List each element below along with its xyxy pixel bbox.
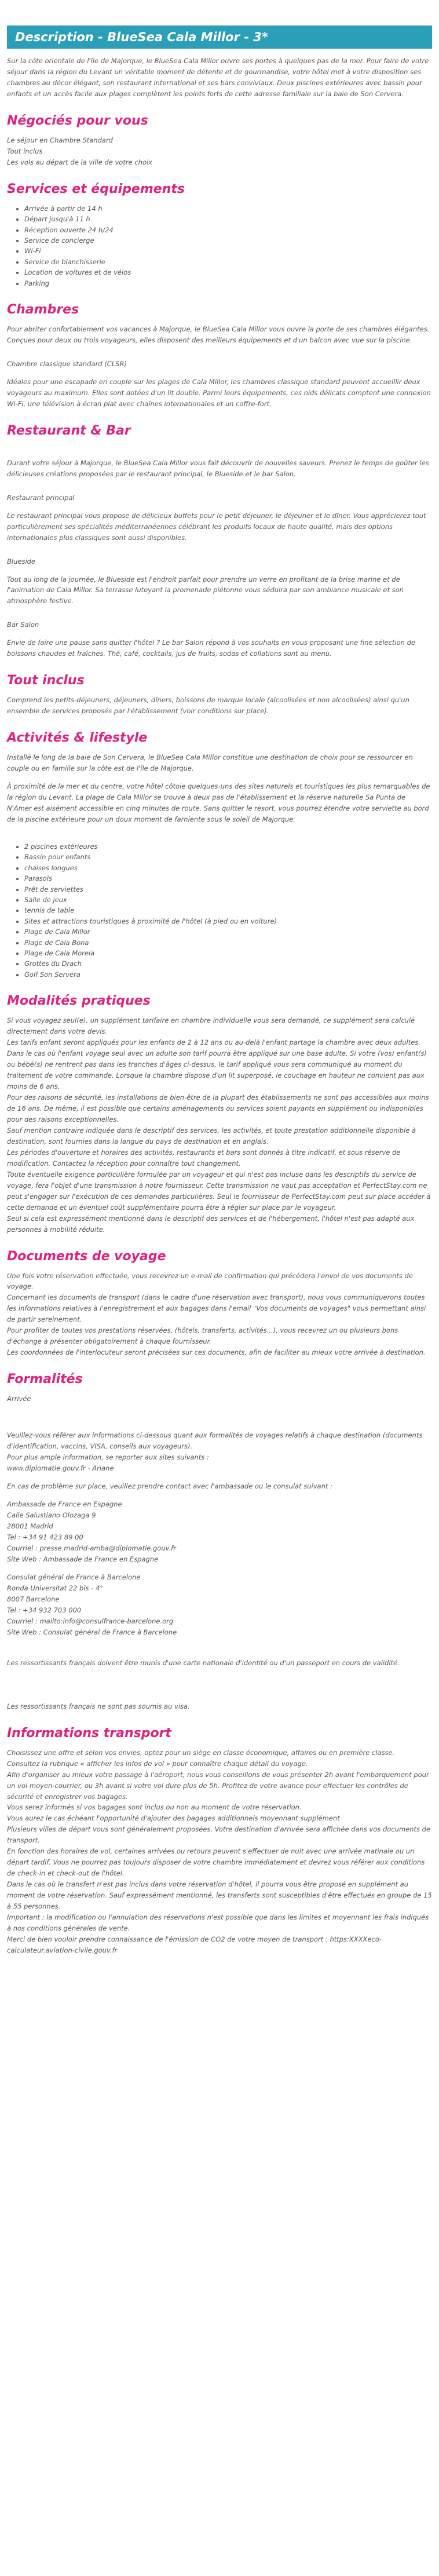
tout-inclus-paragraph: Comprend les petits-déjeuners, déjeuners, dîners, boissons de marque locale (alcoolisées et non alcoolisées) ainsi qu'un ensemble de services proposés par l'établissement (voir conditions sur place). xyxy=(7,696,409,716)
documents-paragraph: Une fois votre réservation effectuée, vous recevrez un e-mail de confirmation qui précédera l'envoi de vos documents de voyage. xyxy=(7,1271,413,1291)
consulate-website-link[interactable]: Site Web : Consulat général de France à Barcelone xyxy=(7,1628,177,1636)
chambres-paragraph: Idéales pour une escapade en couple sur les plages de Cala Millor, les chambres classique standard peuvent accueillir deux voyageurs au maximum. Elles sont dotées d'un lit double. Parmi leurs équipements, ces nids délicats comptent une connexion Wi-Fi, une télévision à écran plat avec chaînes internationales et un coffre-fort. xyxy=(7,377,431,408)
section-title-transport: Informations transport xyxy=(7,1725,171,1741)
embassy-website-link[interactable]: Site Web : Ambassade de France en Espagne xyxy=(7,1555,159,1563)
formalites-link[interactable]: www.diplomatie.gouv.fr - Ariane xyxy=(7,1464,114,1473)
transport-paragraph: Vous serez informés si vos bagages sont inclus ou non au moment de votre réservation. xyxy=(7,1803,302,1812)
embassy-line: Ambassade de France en Espagne xyxy=(7,1500,122,1509)
documents-paragraph: Concernant les documents de transport (dans le cadre d'une réservation avec transport), nous vous communiquerons toutes les informations relatives à l'enregistrement et aux bagages dans l'email "Vos documents de voyages" vous permettant ainsi de partir sereinement. xyxy=(7,1293,426,1324)
list-item: • chaises longues xyxy=(24,863,432,873)
formalites-paragraph: Les ressortissants français doivent être munis d'une carte nationale d'identité ou d'un passeport en cours de validité. xyxy=(7,1658,400,1667)
formalites-subtitle: Arrivée xyxy=(7,1395,31,1403)
list-item: • Grottes du Drach xyxy=(24,958,432,969)
embassy-email-link[interactable]: Courriel : presse.madrid-amba@diplomatie.gouv.fr xyxy=(7,1544,176,1552)
restaurant-paragraph: Tout au long de la journée, le Blueside est l'endroit parfait pour prendre un verre en profitant de la brise marine et de l'animation de Cala Millor. Sa terrasse lutoyant la promenade piétonne vous séduira par son ambiance musicale et son atmosphère festive. xyxy=(7,575,404,605)
page xyxy=(0,25,439,1956)
list-item: • Réception ouverte 24 h/24 xyxy=(24,225,432,235)
list-item: • 2 piscines extérieures xyxy=(24,841,432,852)
title-banner xyxy=(7,25,432,49)
services-list xyxy=(7,203,432,289)
list-item: • Service de blanchisserie xyxy=(24,257,432,267)
list-item: • Plage de Cala Millor xyxy=(24,926,432,937)
list-item: • Plage de Cala Moreia xyxy=(24,948,432,958)
modalites-paragraph: Sauf mention contraire indiquée dans le descriptif des services, les activités, et toute prestation additionnelle disponible à destination, sont fournies dans la langue du pays de destination et en anglais. xyxy=(7,1126,416,1145)
list-item: • Parasols xyxy=(24,873,432,884)
formalites-paragraph: Pour plus ample information, se reporter aux sites suivants : xyxy=(7,1453,209,1462)
documents-paragraph: Pour profiter de toutes vos prestations réservées, (hôtels, transferts, activités...), vous recevrez un ou plusieurs bons d'échange à présenter obligatoirement à chaque fournisseur. xyxy=(7,1326,398,1346)
list-item: • Bassin pour enfants xyxy=(24,852,432,862)
formalites-paragraph: Les ressortissants français ne sont pas soumis au visa. xyxy=(7,1702,190,1710)
section-title-tout-inclus: Tout inclus xyxy=(7,673,85,688)
section-title-chambres: Chambres xyxy=(7,302,79,317)
chambres-paragraph: Pour abriter confortablement vos vacances à Majorque, le BlueSea Cala Millor vous ouvre la porte de ses chambres élégantes. Conçues pour deux ou trois voyageurs, elles disposent des meilleurs équipements et d'un balcon avec vue sur la piscine. xyxy=(7,324,430,344)
list-item: • Parking xyxy=(24,278,432,289)
activites-paragraph: Installé le long de la baie de Son Cervera, le BlueSea Cala Millor constitue une destination de choix pour se ressourcer en couple ou en famille sur la côte est de l'île de Majorque. xyxy=(7,753,413,773)
transport-paragraph: Important : la modification ou l'annulation des réservations n'est possible que dans les limites et moyennant les frais indiqués à nos conditions générales de vente. xyxy=(7,1913,429,1933)
consulate-line: Tel : +34 932 703 000 xyxy=(7,1606,82,1614)
consulate-email-link[interactable]: Courriel : mailto:info@consulfrance-barcelone.org xyxy=(7,1617,174,1625)
transport-paragraph: Plusieurs villes de départ vous sont généralement proposées. Votre destination d'arrivée sera affichée dans vos documents de transport. xyxy=(7,1825,431,1845)
transport-paragraph: Afin d'organiser au mieux votre passage à l'aéroport, nous vous conseillons de vous présenter 2h avant l'embarquement pour un vol moyen-courrier, ou 3h avant si votre vol dure plus de 5h. Profitez de votre avance pour effectuer les contrôles de sécurité et enregistrer vos bagages. xyxy=(7,1770,429,1801)
intro-paragraph: Sur la côte orientale de l'île de Majorque, le BlueSea Cala Millor ouvre ses portes à quelques pas de la mer. Pour faire de votre séjour dans la région du Levant un véritable moment de détente et de gourmandise, votre hôtel met à votre disposition ses chambres au décor élégant, son restaurant international et ses bars conviviaux. Deux piscines extérieures avec bassin pour enfants et un accès facile aux plages complètent les points forts de cette adresse familiale sur la baie de Son Cervera. xyxy=(7,57,429,98)
restaurant-paragraph: Envie de faire une pause sans quitter l'hôtel ? Le bar Salon répond à vos souhaits en vous proposant une fine sélection de boissons chaudes et fraîches. Thé, café, cocktails, jus de fruits, sodas et collations sont au menu. xyxy=(7,638,415,658)
transport-paragraph: Dans le cas où le transfert n'est pas inclus dans votre réservation d'hôtel, il pourra vous être proposé en supplément au moment de votre réservation. Sauf expressément mentionné, les transferts sont susceptibles d'être effectués en groupe de 15 à 55 personnes. xyxy=(7,1880,432,1911)
transport-paragraph: Vous aurez le cas échéant l'opportunité d'ajouter des bagages additionnels moyennant supplément xyxy=(7,1814,340,1823)
modalites-paragraph: Les tarifs enfant seront appliqués pour les enfants de 2 à 12 ans ou au-delà l'enfant partage la chambre avec deux adultes. Dans le cas où l'enfant voyage seul avec un adulte son tarif pourra être appliqué sur une base adulte. Si votre (vos) enfant(s) ou bébé(s) ne rentrent pas dans les tranches d'âges ci-dessus, le tarif appliqué vous sera communiqué au moment du traitement de votre commande. Lorsque la chambre dispose d'un lit superposé, le couchage en hauteur ne convient pas aux moins de 6 ans. xyxy=(7,1038,427,1090)
consulate-line: Consulat général de France à Barcelone xyxy=(7,1572,141,1581)
consulate-line: Ronda Universitat 22 bis - 4° xyxy=(7,1583,104,1592)
section-title-restaurant: Restaurant & Bar xyxy=(7,423,131,438)
list-item: • Plage de Cala Bona xyxy=(24,937,432,948)
activites-paragraph: À proximité de la mer et du centre, votre hôtel côtoie quelques-uns des sites naturels et touristiques les plus remarquables de la région du Levant. La plage de Cala Millor se trouve à deux pas de l'établissement et la réserve naturelle Sa Punta de N'Amer est aisément accessible en cinq minutes de route. Sans quitter le resort, vous pourrez étendre votre serviette au bord de la piscine extérieure pour un doux moment de farniente sous le soleil de Majorque. xyxy=(7,782,430,824)
restaurant-paragraph: Le restaurant principal vous propose de délicieux buffets pour le petit déjeuner, le déjeuner et le dîner. Vous apprécierez tout particulièrement ses spécialités méditerranéennes célébrant les produits locaux de haute qualité, mais des options internationales plus classiques sont aussi disponibles. xyxy=(7,511,426,542)
transport-paragraph: En fonction des horaires de vol, certaines arrivées ou retours peuvent s'effectuer de nuit avec une arrivée matinale ou un départ tardif. Vous ne pourrez pas toujours disposer de votre chambre immédiatement et devrez vous référer aux conditions de check-in et check-out de l'hôtel. xyxy=(7,1847,425,1878)
transport-paragraph: Consultez la rubrique « afficher les infos de vol » pour connaître chaque détail du voyage. xyxy=(7,1759,308,1768)
list-item: • Sites et attractions touristiques à proximité de l'hôtel (à pied ou en voiture) xyxy=(24,916,432,926)
modalites-paragraph: Seul si cela est expressément mentionné dans le descriptif des services et de l'hébergement, l'hôtel n'est pas adapté aux personnes à mobilité réduite. xyxy=(7,1214,415,1234)
chambres-subtitle: Chambre classique standard (CLSR) xyxy=(7,359,127,368)
section-title-services: Services et équipements xyxy=(7,181,185,196)
section-title-modalites: Modalités pratiques xyxy=(7,994,151,1009)
list-item: • Arrivée à partir de 14 h xyxy=(24,203,432,214)
list-item: • Salle de jeux xyxy=(24,895,432,905)
embassy-line: Calle Salustiano Olozaga 9 xyxy=(7,1511,96,1520)
embassy-line: 28001 Madrid xyxy=(7,1522,53,1531)
list-item: • Prêt de serviettes xyxy=(24,884,432,895)
negocies-line: Les vols au départ de la ville de votre choix xyxy=(7,158,152,166)
restaurant-subtitle: Blueside xyxy=(7,557,36,565)
list-item: • Service de concierge xyxy=(24,235,432,246)
list-item: • Départ jusqu'à 11 h xyxy=(24,214,432,224)
formalites-paragraph: En cas de problème sur place, veuillez prendre contact avec l'ambassade ou le consulat suivant : xyxy=(7,1482,332,1491)
transport-paragraph: Choisissez une offre et selon vos envies, optez pour un siège en classe économique, affaires ou en première classe. xyxy=(7,1748,395,1757)
transport-paragraph: Merci de bien vouloir prendre connaissance de l'émission de CO2 de votre moyen de transport : https:XXXXeco-calculateur.aviation-civile.gouv.fr xyxy=(7,1935,382,1955)
embassy-line: Tel : +34 91 423 89 00 xyxy=(7,1533,83,1541)
page-title: Description - BlueSea Cala Millor - 3* xyxy=(15,30,268,44)
documents-paragraph: Les coordonnées de l'interlocuteur seront précisées sur ces documents, afin de faciliter au mieux votre arrivée à destination. xyxy=(7,1348,426,1357)
formalites-paragraph: Veuillez-vous référer aux informations ci-dessous quant aux formalités de voyages relatifs à chaque destination (documents d'identification, vaccins, VISA, conseils aux voyageurs). xyxy=(7,1431,423,1451)
modalites-paragraph: Toute éventuelle exigence particulière formulée par un voyageur et qui n'est pas incluse dans les descriptifs du service de voyage, fera l'objet d'une transmission à notre fournisseur. Cette transmission ne vaut pas acceptation et PerfectStay.com ne peut s'engager sur l'exécution de ces demandes particulières. Seul le fournisseur de PerfectStay.com peut sur place accéder à cette demande et un éventuel coût supplémentaire pourra être à régler sur place par le voyageur. xyxy=(7,1170,431,1212)
negocies-line: Tout inclus xyxy=(7,147,43,155)
list-item: • Location de voitures et de vélos xyxy=(24,267,432,278)
modalites-paragraph: Si vous voyagez seul(e), un supplément tarifaire en chambre individuelle vous sera demandé, ce supplément sera calculé directement dans votre devis. xyxy=(7,1016,415,1036)
modalites-paragraph: Pour des raisons de sécurité, les installations de bien-être de la plupart des établissements ne sont pas accessibles aux moins de 16 ans. De même, il est possible que certains aménagements ou services soient payants en supplément ou indisponibles pour des raisons exceptionnelles. xyxy=(7,1093,429,1123)
negocies-line: Le séjour en Chambre Standard xyxy=(7,136,113,144)
restaurant-paragraph: Durant votre séjour à Majorque, le BlueSea Cala Millor vous fait découvrir de nouvelles saveurs. Prenez le temps de goûter les délicieuses créations proposées par le restaurant principal, le Blueside et le bar Salon. xyxy=(7,458,429,478)
section-title-formalites: Formalités xyxy=(7,1372,83,1387)
list-item: • tennis de table xyxy=(24,905,432,915)
restaurant-subtitle: Bar Salon xyxy=(7,621,39,629)
section-title-documents: Documents de voyage xyxy=(7,1249,166,1264)
consulate-line: 8007 Barcelone xyxy=(7,1595,60,1603)
activites-list xyxy=(7,841,432,980)
modalites-paragraph: Les périodes d'ouverture et horaires des activités, restaurants et bars sont donnés à titre indicatif, et sous réserve de modification. Contactez la réception pour connaître tout changement. xyxy=(7,1148,401,1167)
section-title-negocies: Négociés pour vous xyxy=(7,113,148,128)
section-title-activites: Activités & lifestyle xyxy=(7,731,148,746)
list-item: • Wi-Fi xyxy=(24,246,432,256)
restaurant-subtitle: Restaurant principal xyxy=(7,493,75,502)
list-item: • Golf Son Servera xyxy=(24,969,432,980)
